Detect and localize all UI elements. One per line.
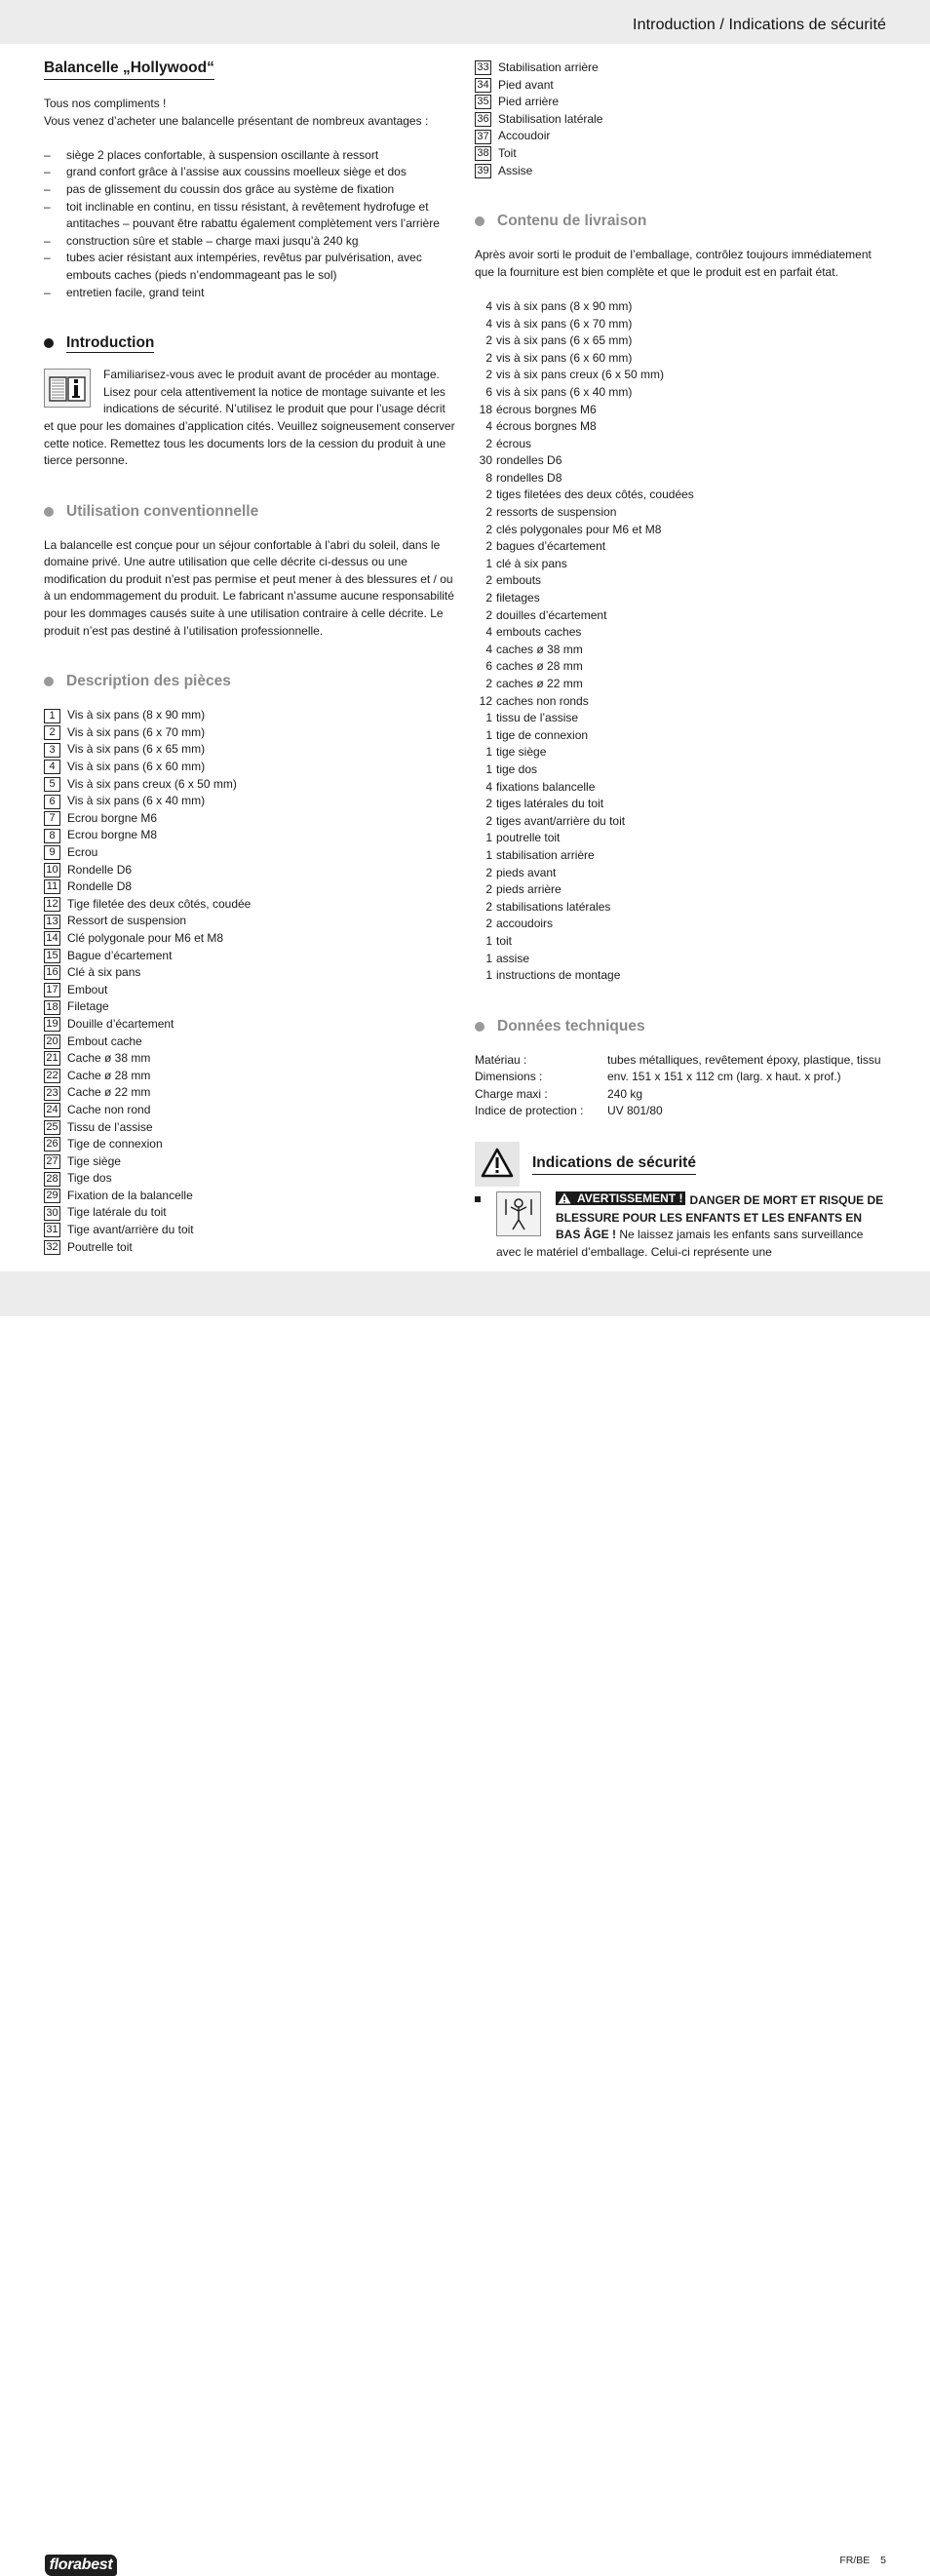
part-number: 19 (44, 1017, 60, 1032)
info-book-icon (44, 369, 91, 408)
part-label: Fixation de la balancelle (67, 1188, 193, 1202)
delivery-item (475, 332, 888, 350)
delivery-item (475, 367, 888, 384)
part-item (44, 964, 458, 982)
delivery-item (475, 402, 888, 419)
part-label: Tige de connexion (67, 1137, 163, 1151)
part-number: 7 (44, 811, 60, 826)
introduction-heading: Introduction (44, 333, 458, 353)
delivery-text: Après avoir sorti le produit de l’emballage, contrôlez toujours immédiatement que la fourniture est bien complète et que le produit est en parfait état. (475, 248, 872, 279)
feature-item: – tubes acier résistant aux intempéries, revêtus par pulvérisation, avec embouts caches (pieds n’endommageant pas le sol) (44, 250, 458, 284)
delivery-label: clés polygonales pour M6 et M8 (496, 522, 662, 536)
part-number: 13 (44, 915, 60, 929)
tech-value: UV 801/80 (607, 1104, 663, 1118)
delivery-item (475, 470, 888, 488)
delivery-label: embouts (496, 573, 542, 588)
tech-value: env. 151 x 151 x 112 cm (larg. x haut. x prof.) (607, 1070, 841, 1084)
delivery-qty: 2 (485, 488, 492, 502)
left-column (44, 59, 458, 1256)
delivery-qty: 2 (485, 917, 492, 931)
part-number: 16 (44, 965, 60, 980)
delivery-label: pieds avant (496, 865, 557, 879)
part-number: 15 (44, 949, 60, 963)
part-item (475, 111, 888, 129)
child-hazard-icon (496, 1191, 541, 1236)
delivery-label: vis à six pans (6 x 60 mm) (496, 350, 633, 365)
delivery-item (475, 727, 888, 745)
feature-list (44, 147, 458, 301)
part-item (475, 145, 888, 163)
delivery-qty: 30 (479, 453, 492, 468)
part-label: Ecrou (67, 845, 98, 859)
delivery-qty: 2 (485, 505, 492, 520)
warning-triangle-icon (475, 1142, 520, 1187)
part-label: Ecrou borgne M6 (67, 810, 158, 825)
delivery-item (475, 710, 888, 727)
delivery-label: clé à six pans (496, 556, 567, 570)
part-number: 25 (44, 1120, 60, 1135)
part-label: Vis à six pans (6 x 40 mm) (67, 794, 206, 808)
delivery-qty: 1 (485, 761, 492, 776)
part-label: Vis à six pans (6 x 70 mm) (67, 724, 206, 739)
tech-table (475, 1052, 888, 1120)
delivery-label: assise (496, 951, 530, 965)
part-label: Embout (67, 982, 108, 996)
part-item (44, 1204, 458, 1222)
delivery-heading: Contenu de livraison (475, 212, 888, 231)
introduction-text: Familiarisez-vous avec le produit avant de procéder au montage. Lisez pour cela attentivement la notice de montage suivante et les indications de sécurité. N’utilisez le produit que pour l’usage décrit et que pour les domaines d’application cités. Veuillez soigneusement conserver cette notice. Remettez tous les documents lors de la cession du produit à une tierce personne. (44, 368, 455, 468)
part-label: Clé à six pans (67, 965, 141, 980)
part-item (44, 1239, 458, 1257)
delivery-label: écrous borgnes M6 (496, 402, 597, 416)
delivery-label: stabilisation arrière (496, 847, 595, 862)
delivery-label: vis à six pans (6 x 65 mm) (496, 333, 633, 348)
part-item (44, 1188, 458, 1205)
delivery-label: tiges filetées des deux côtés, coudées (496, 488, 694, 502)
delivery-label: vis à six pans (6 x 70 mm) (496, 316, 633, 331)
part-item (44, 844, 458, 862)
delivery-qty: 2 (485, 591, 492, 605)
delivery-label: pieds arrière (496, 882, 562, 897)
usage-heading: Utilisation conventionnelle (44, 502, 458, 522)
delivery-item (475, 761, 888, 779)
part-item (44, 707, 458, 724)
safety-warning (475, 1191, 888, 1261)
delivery-qty: 1 (485, 968, 492, 983)
delivery-label: écrous borgnes M8 (496, 419, 597, 434)
part-label: Ecrou borgne M8 (67, 828, 158, 842)
delivery-qty: 4 (485, 419, 492, 434)
part-number: 12 (44, 897, 60, 912)
delivery-qty: 1 (485, 933, 492, 948)
part-item (44, 1016, 458, 1034)
part-label: Rondelle D6 (67, 862, 133, 877)
delivery-qty: 6 (485, 384, 492, 399)
part-item (44, 1084, 458, 1102)
part-number: 17 (44, 983, 60, 997)
delivery-qty: 12 (479, 693, 492, 708)
part-number: 4 (44, 760, 60, 774)
part-label: Filetage (67, 999, 109, 1014)
delivery-qty: 2 (485, 813, 492, 828)
part-item (44, 896, 458, 914)
delivery-label: caches ø 38 mm (496, 642, 583, 656)
tech-key: Indice de protection : (475, 1104, 584, 1118)
part-number: 34 (475, 78, 491, 93)
part-number: 30 (44, 1206, 60, 1221)
part-number: 3 (44, 743, 60, 758)
feature-item: – grand confort grâce à l’assise aux coussins moelleux siège et dos (44, 164, 458, 181)
delivery-qty: 2 (485, 333, 492, 348)
part-item (44, 1136, 458, 1153)
delivery-item (475, 865, 888, 882)
parts-list (44, 707, 458, 1256)
delivery-item (475, 967, 888, 985)
page-footer (0, 1271, 930, 2573)
delivery-label: toit (496, 933, 513, 948)
delivery-item (475, 538, 888, 556)
introduction-block (44, 367, 458, 470)
safety-title: Indications de sécurité (532, 1153, 696, 1175)
page-number: 5 (880, 2555, 886, 2566)
part-number: 37 (475, 130, 491, 144)
part-number: 8 (44, 829, 60, 843)
delivery-qty: 1 (485, 831, 492, 845)
delivery-item (475, 676, 888, 693)
delivery-item (475, 572, 888, 590)
delivery-label: tiges avant/arrière du toit (496, 813, 626, 828)
delivery-qty: 2 (485, 573, 492, 588)
bullet-dot-icon (475, 1022, 484, 1032)
part-item (475, 77, 888, 95)
delivery-item (475, 607, 888, 625)
greeting: Tous nos compliments ! (44, 97, 167, 110)
delivery-item (475, 881, 888, 899)
delivery-qty: 1 (485, 745, 492, 760)
delivery-label: filetages (496, 591, 540, 605)
part-item (44, 930, 458, 948)
delivery-item (475, 436, 888, 453)
delivery-qty: 4 (485, 298, 492, 313)
part-item (44, 724, 458, 742)
delivery-item (475, 693, 888, 711)
tech-key: Dimensions : (475, 1070, 543, 1084)
part-item (44, 793, 458, 810)
part-item (44, 913, 458, 930)
delivery-label: ressorts de suspension (496, 505, 617, 520)
tech-row (475, 1086, 888, 1104)
delivery-list (475, 298, 888, 985)
delivery-label: poutrelle toit (496, 831, 561, 845)
delivery-qty: 2 (485, 539, 492, 554)
part-number: 2 (44, 725, 60, 740)
delivery-item (475, 487, 888, 504)
tech-row (475, 1069, 888, 1086)
parts-heading: Description des pièces (44, 672, 458, 691)
delivery-item (475, 504, 888, 522)
bullet-dot-icon (44, 507, 54, 517)
part-label: Tige avant/arrière du toit (67, 1223, 194, 1237)
delivery-label: caches ø 22 mm (496, 677, 583, 690)
warning-label: AVERTISSEMENT ! (556, 1191, 685, 1205)
bullet-dot-icon (44, 677, 54, 686)
part-item (44, 1170, 458, 1188)
part-item (475, 59, 888, 77)
right-column (475, 59, 888, 1261)
delivery-qty: 2 (485, 436, 492, 450)
delivery-item (475, 452, 888, 470)
delivery-item (475, 916, 888, 933)
delivery-label: caches non ronds (496, 693, 589, 708)
part-number: 35 (475, 95, 491, 109)
part-label: Clé polygonale pour M6 et M8 (67, 930, 224, 945)
part-label: Embout cache (67, 1034, 142, 1048)
part-label: Tige dos (67, 1171, 112, 1186)
part-label: Vis à six pans (6 x 60 mm) (67, 760, 206, 774)
delivery-label: tige siège (496, 745, 547, 760)
delivery-item (475, 316, 888, 333)
delivery-item (475, 418, 888, 436)
bullet-dot-icon (44, 338, 54, 348)
part-label: Pied arrière (498, 95, 560, 109)
delivery-item (475, 384, 888, 402)
safety-body-text: Ne laissez jamais les enfants sans surveillance avec le matériel d’emballage. Celui-ci représente une (496, 1228, 864, 1259)
part-label: Tige siège (67, 1153, 121, 1168)
part-label: Tissu de l’assise (67, 1119, 153, 1134)
part-number: 29 (44, 1189, 60, 1203)
intro-lead: Vous venez d’acheter une balancelle présentant de nombreux avantages : (44, 113, 429, 128)
delivery-item (475, 847, 888, 865)
delivery-qty: 2 (485, 350, 492, 365)
delivery-qty: 2 (485, 607, 492, 622)
part-number: 27 (44, 1154, 60, 1169)
delivery-label: tiges latérales du toit (496, 797, 604, 811)
part-label: Vis à six pans creux (6 x 50 mm) (67, 776, 237, 791)
delivery-label: accoudoirs (496, 917, 554, 931)
delivery-item (475, 298, 888, 316)
delivery-qty: 4 (485, 642, 492, 656)
part-label: Rondelle D8 (67, 879, 133, 894)
part-label: Poutrelle toit (67, 1239, 133, 1254)
delivery-label: caches ø 28 mm (496, 659, 583, 674)
part-number: 6 (44, 795, 60, 809)
part-label: Tige filetée des deux côtés, coudée (67, 896, 252, 911)
delivery-label: rondelles D6 (496, 453, 562, 468)
delivery-qty: 1 (485, 727, 492, 742)
tech-row (475, 1052, 888, 1070)
warning-small-icon (558, 1192, 571, 1204)
part-number: 36 (475, 112, 491, 127)
part-number: 32 (44, 1240, 60, 1255)
part-item (44, 1102, 458, 1119)
delivery-item (475, 658, 888, 676)
part-item (475, 128, 888, 145)
delivery-label: tige dos (496, 761, 538, 776)
part-number: 38 (475, 146, 491, 161)
delivery-qty: 2 (485, 882, 492, 897)
delivery-label: vis à six pans (8 x 90 mm) (496, 298, 633, 313)
part-number: 10 (44, 863, 60, 878)
part-item (44, 759, 458, 776)
part-number: 9 (44, 845, 60, 860)
delivery-label: rondelles D8 (496, 470, 562, 485)
delivery-item (475, 933, 888, 951)
part-item (44, 878, 458, 896)
part-number: 14 (44, 931, 60, 946)
part-item (44, 1068, 458, 1085)
delivery-label: fixations balancelle (496, 779, 596, 794)
part-item (475, 94, 888, 111)
footer-meta (839, 2553, 886, 2570)
part-item (44, 810, 458, 828)
delivery-item (475, 951, 888, 968)
delivery-label: vis à six pans (6 x 40 mm) (496, 384, 633, 399)
delivery-item (475, 642, 888, 659)
part-item (44, 1153, 458, 1171)
delivery-qty: 2 (485, 865, 492, 879)
part-number: 24 (44, 1103, 60, 1117)
feature-item: – siège 2 places confortable, à suspension oscillante à ressort (44, 147, 458, 165)
part-item (44, 1034, 458, 1051)
part-label: Tige latérale du toit (67, 1205, 167, 1220)
part-label: Cache ø 38 mm (67, 1051, 151, 1066)
footer-lang: FR/BE (839, 2555, 871, 2566)
part-label: Bague d’écartement (67, 948, 173, 962)
part-number: 5 (44, 777, 60, 792)
part-label: Stabilisation latérale (498, 111, 603, 126)
part-label: Cache non rond (67, 1102, 151, 1116)
tech-row (475, 1103, 888, 1120)
delivery-label: embouts caches (496, 625, 582, 640)
safety-heading (475, 1142, 888, 1187)
part-item (44, 1050, 458, 1068)
tech-value: tubes métalliques, revêtement époxy, plastique, tissu (607, 1052, 881, 1067)
part-item (44, 948, 458, 965)
delivery-item (475, 899, 888, 917)
delivery-label: stabilisations latérales (496, 899, 611, 914)
part-item (475, 163, 888, 180)
feature-item: – entretien facile, grand teint (44, 285, 458, 302)
part-label: Stabilisation arrière (498, 60, 599, 74)
page-header (0, 0, 930, 44)
part-item (44, 982, 458, 999)
delivery-item (475, 624, 888, 642)
delivery-item (475, 590, 888, 607)
delivery-label: instructions de montage (496, 968, 621, 983)
delivery-item (475, 830, 888, 847)
delivery-qty: 8 (485, 470, 492, 485)
tech-value: 240 kg (607, 1086, 643, 1101)
danger-text: DANGER DE MORT ET RISQUE DE BLESSURE POUR LES ENFANTS ET LES ENFANTS EN BAS ÂGE ! (556, 1193, 884, 1242)
part-label: Accoudoir (498, 129, 551, 143)
part-label: Cache ø 28 mm (67, 1068, 151, 1082)
delivery-qty: 4 (485, 779, 492, 794)
delivery-qty: 2 (485, 368, 492, 382)
part-number: 26 (44, 1137, 60, 1151)
tech-key: Matériau : (475, 1052, 527, 1067)
part-item (44, 741, 458, 759)
part-number: 1 (44, 709, 60, 723)
part-label: Ressort de suspension (67, 914, 187, 928)
part-number: 22 (44, 1069, 60, 1083)
tech-key: Charge maxi : (475, 1086, 548, 1101)
delivery-qty: 2 (485, 677, 492, 690)
part-label: Vis à six pans (6 x 65 mm) (67, 742, 206, 757)
part-item (44, 827, 458, 844)
feature-item: – toit inclinable en continu, en tissu résistant, à revêtement hydrofuge et antitaches – pouvant être rabattu également complètement vers l’arrière (44, 199, 458, 233)
delivery-qty: 4 (485, 316, 492, 331)
part-number: 18 (44, 1000, 60, 1015)
delivery-label: écrous (496, 436, 532, 450)
part-number: 21 (44, 1051, 60, 1066)
part-item (44, 998, 458, 1016)
square-bullet-icon (475, 1196, 481, 1202)
tech-heading: Données techniques (475, 1017, 888, 1036)
part-number: 28 (44, 1172, 60, 1187)
part-number: 31 (44, 1223, 60, 1237)
part-item (44, 776, 458, 794)
delivery-qty: 4 (485, 625, 492, 640)
delivery-qty: 1 (485, 556, 492, 570)
delivery-item (475, 779, 888, 797)
product-title: Balancelle „Hollywood“ (44, 59, 214, 80)
usage-text: La balancelle est conçue pour un séjour confortable à l’abri du soleil, dans le domaine privé. Une autre utilisation que celle décrite ci-dessus ou une modification du produit n’est pas permise et peut mener à des blessures et / ou à un endommagement du produit. Le fabricant n’assume aucune responsabilité pour les dommages causés suite à une utilisation contraire à celle décrite. Le produit n’est pas destiné à l’utilisation professionnelle. (44, 537, 454, 638)
bullet-dot-icon (475, 216, 484, 226)
delivery-item (475, 796, 888, 813)
delivery-qty: 1 (485, 711, 492, 725)
delivery-qty: 1 (485, 951, 492, 965)
feature-item: – pas de glissement du coussin dos grâce au système de fixation (44, 181, 458, 199)
delivery-qty: 2 (485, 522, 492, 536)
delivery-qty: 18 (479, 402, 492, 416)
part-label: Vis à six pans (8 x 90 mm) (67, 708, 206, 722)
delivery-label: douilles d’écartement (496, 607, 607, 622)
part-label: Pied avant (498, 77, 554, 92)
part-number: 23 (44, 1086, 60, 1101)
part-number: 20 (44, 1034, 60, 1049)
part-label: Toit (498, 145, 517, 160)
delivery-label: vis à six pans creux (6 x 50 mm) (496, 368, 665, 382)
delivery-label: tige de connexion (496, 727, 589, 742)
part-item (44, 1119, 458, 1137)
delivery-label: bagues d’écartement (496, 539, 606, 554)
part-number: 11 (44, 879, 60, 894)
parts-list-continued (475, 59, 888, 179)
delivery-item (475, 744, 888, 761)
feature-item: – construction sûre et stable – charge maxi jusqu’à 240 kg (44, 233, 458, 251)
part-number: 33 (475, 60, 491, 75)
delivery-item (475, 813, 888, 831)
page-header-title: Introduction / Indications de sécurité (633, 17, 886, 33)
part-item (44, 1222, 458, 1239)
part-label: Douille d’écartement (67, 1016, 174, 1031)
part-number: 39 (475, 164, 491, 178)
delivery-qty: 1 (485, 847, 492, 862)
part-label: Cache ø 22 mm (67, 1085, 151, 1100)
florabest-logo: florabest (45, 2555, 117, 2576)
delivery-item (475, 350, 888, 368)
delivery-label: tissu de l’assise (496, 711, 579, 725)
delivery-item (475, 556, 888, 573)
delivery-item (475, 522, 888, 539)
part-label: Assise (498, 163, 533, 177)
part-item (44, 862, 458, 879)
delivery-qty: 2 (485, 797, 492, 811)
delivery-qty: 2 (485, 899, 492, 914)
delivery-qty: 6 (485, 659, 492, 674)
